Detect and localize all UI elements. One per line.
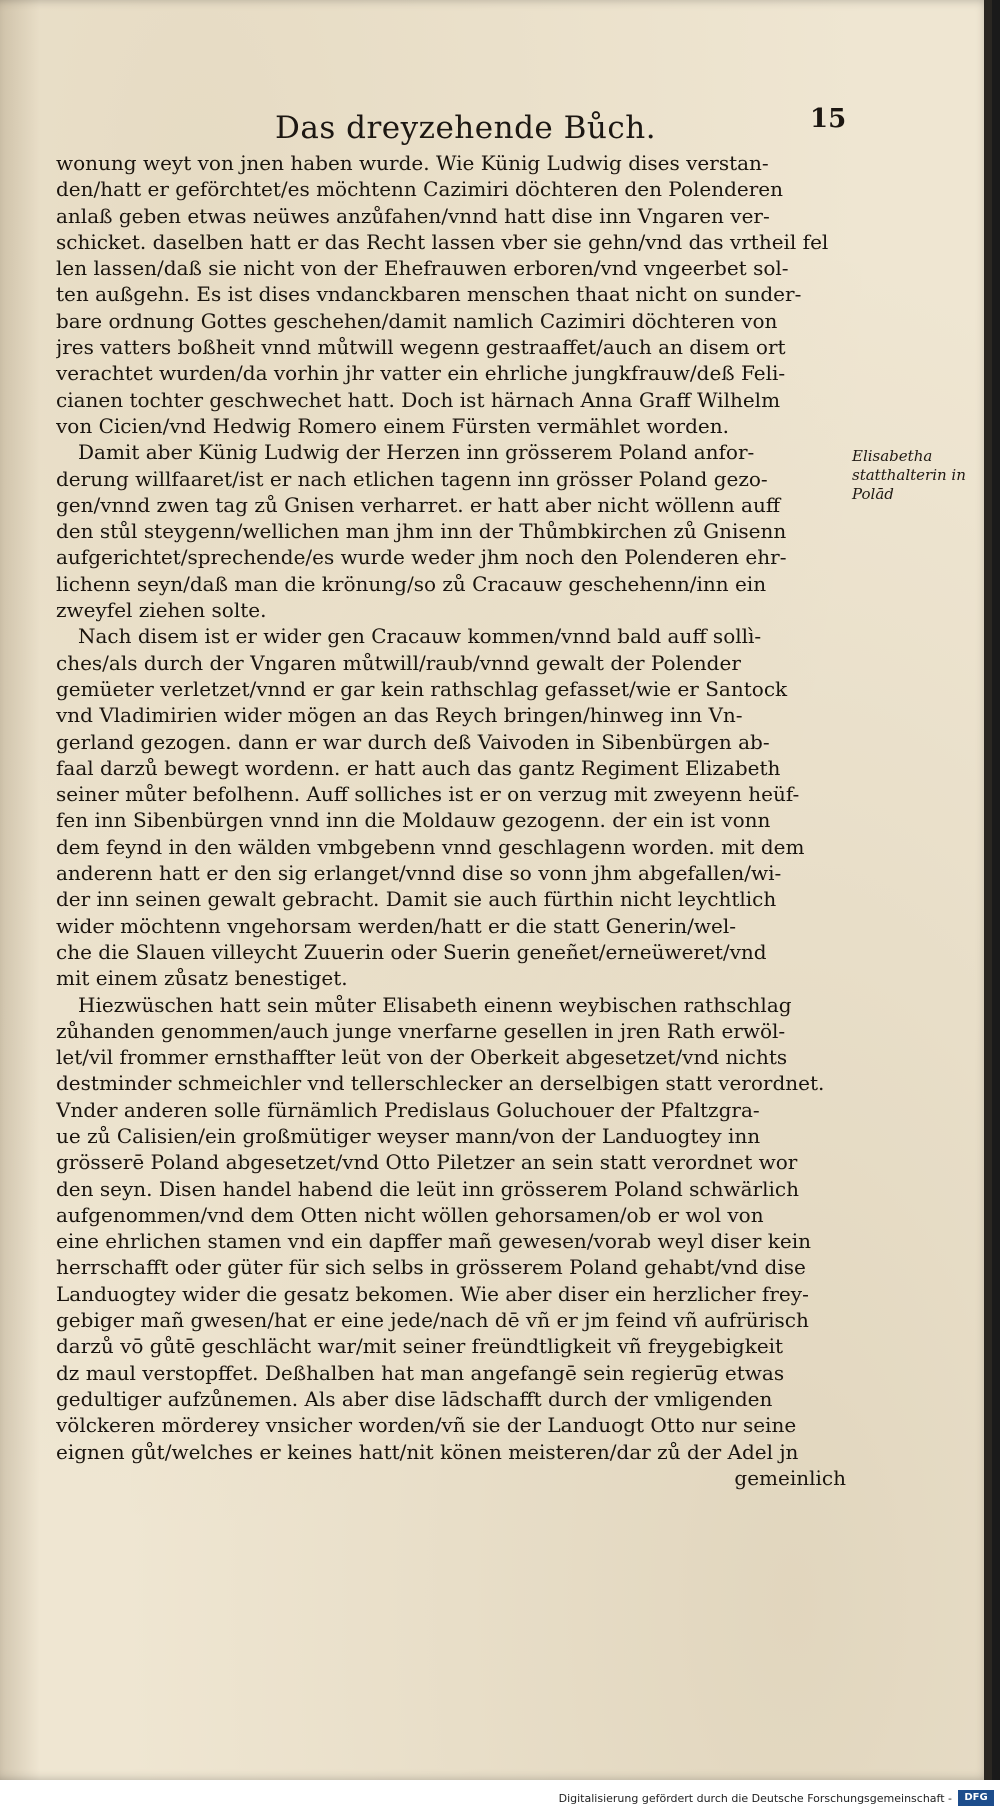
- text-line: schicket. daselben hatt er das Recht lassen vber sie gehn/vnd das vrtheil fel: [56, 229, 829, 254]
- running-head: Das dreyzehende Bůch.: [275, 110, 657, 146]
- text-line: den stůl steygenn/wellichen man jhm inn der Thůmbkirchen zů Gnisenn: [56, 519, 787, 544]
- text-line: che die Slauen villeycht Zuuerin oder Suerin geneñet/erneüweret/vnd: [56, 939, 767, 964]
- text-line: eine ehrlichen stamen vnd ein dapffer mañ gewesen/vorab weyl diser kein: [56, 1229, 811, 1254]
- text-line: Damit aber Künig Ludwig der Herzen inn grösserem Poland anfor-: [78, 440, 755, 465]
- text-line: darzů vō gůtē geschlächt war/mit seiner freündtligkeit vñ freygebigkeit: [56, 1334, 784, 1359]
- text-line: len lassen/daß sie nicht von der Ehefrauwen erboren/vnd vngeerbet sol-: [56, 256, 789, 281]
- text-line: jres vatters boßheit vnnd můtwill wegenn gestraaffet/auch an disem ort: [56, 335, 786, 360]
- folio-number: 15: [810, 104, 847, 134]
- text-line: Vnder anderen solle fürnämlich Predislaus Goluchouer der Pfaltzgra-: [56, 1097, 760, 1122]
- text-line: der inn seinen gewalt gebracht. Damit sie auch fürthin nicht leychtlich: [56, 887, 777, 912]
- text-line: den/hatt er geförchtet/es möchtenn Cazimiri döchteren den Polenderen: [56, 177, 784, 202]
- text-line: seiner můter befolhenn. Auff solliches ist er on verzug mit zweyenn heüf-: [56, 782, 800, 807]
- text-line: herrschafft oder güter für sich selbs in grösserem Poland gehabt/vnd dise: [56, 1255, 806, 1280]
- text-line: vnd Vladimirien wider mögen an das Reych bringen/hinweg inn Vn-: [56, 703, 743, 728]
- text-line: bare ordnung Gottes geschehen/damit namlich Cazimiri döchteren von: [56, 308, 778, 333]
- text-line: faal darzů bewegt wordenn. er hatt auch das gantz Regiment Elizabeth: [56, 755, 781, 780]
- text-line: wonung weyt von jnen haben wurde. Wie Künig Ludwig dises verstan-: [56, 151, 769, 175]
- text-line: anderenn hatt er den sig erlanget/vnnd dise so vonn jhm abgefallen/wi-: [56, 861, 782, 886]
- text-line: ue zů Calisien/ein großmütiger weyser mann/von der Landuogtey inn: [56, 1123, 761, 1148]
- text-line: aufgerichtet/sprechende/es wurde weder jhm noch den Polenderen ehr-: [56, 545, 787, 570]
- text-line: gebiger mañ gwesen/hat er eine jede/nach dē vñ er jm feind vñ aufrürisch: [56, 1308, 809, 1333]
- text-line: zůhanden genommen/auch junge vnerfarne gesellen in jren Rath erwöl-: [56, 1018, 786, 1043]
- text-line: ten außgehn. Es ist dises vndanckbaren menschen thaat nicht on sunder-: [56, 282, 802, 307]
- text-line: gemeinlich: [734, 1465, 846, 1490]
- marginal-note: Elisabetha statthalterin in Polād: [852, 447, 966, 503]
- text-line: let/vil frommer ernsthaffter leüt von der Oberkeit abgesetzet/vnd nichts: [56, 1045, 788, 1070]
- text-line: Nach disem ist er wider gen Cracauw kommen/vnnd bald auff sollì-: [78, 624, 762, 649]
- page-edge-shadow: [984, 0, 992, 1780]
- text-line: verachtet wurden/da vorhin jhr vatter ein ehrliche jungkfrauw/deß Feli-: [56, 361, 786, 386]
- text-line: gen/vnnd zwen tag zů Gnisen verharret. er hatt aber nicht wöllenn auff: [56, 492, 781, 517]
- text-line: Landuogtey wider die gesatz bekomen. Wie aber diser ein herzlicher frey-: [56, 1281, 809, 1306]
- text-line: wider möchtenn vngehorsam werden/hatt er die statt Generin/wel-: [56, 913, 736, 938]
- dfg-logo-icon: DFG: [958, 1790, 994, 1806]
- text-line: zweyfel ziehen solte.: [56, 598, 267, 623]
- text-line: destminder schmeichler vnd tellerschlecker an derselbigen statt verordnet.: [56, 1071, 825, 1096]
- text-line: dz maul verstopffet. Deßhalben hat man angefangē sein regierūg etwas: [56, 1360, 785, 1385]
- text-line: cianen tochter geschwechet hatt. Doch ist härnach Anna Graff Wilhelm: [56, 387, 781, 412]
- text-line: gerland gezogen. dann er war durch deß Vaivoden in Sibenbürgen ab-: [56, 729, 770, 754]
- digitization-credit: Digitalisierung gefördert durch die Deutsche Forschungsgemeinschaft -: [558, 1792, 952, 1805]
- main-text-block: [56, 150, 846, 1491]
- text-line: anlaß geben etwas neüwes anzůfahen/vnnd hatt dise inn Vngaren ver-: [56, 203, 770, 228]
- text-line: von Cicien/vnd Hedwig Romero einem Fürsten vermählet worden.: [56, 413, 729, 438]
- text-line: den seyn. Disen handel habend die leüt inn grösserem Poland schwärlich: [56, 1176, 799, 1201]
- text-line: grösserē Poland abgesetzet/vnd Otto Piletzer an sein statt verordnet wor: [56, 1150, 798, 1175]
- text-line: Hiezwüschen hatt sein můter Elisabeth einenn weybischen rathschlag: [78, 992, 792, 1017]
- text-line: ches/als durch der Vngaren můtwill/raub/vnnd gewalt der Polender: [56, 650, 741, 675]
- text-line: völckeren mörderey vnsicher worden/vñ sie der Landuogt Otto nur seine: [56, 1413, 797, 1438]
- text-line: gemüeter verletzet/vnnd er gar kein rathschlag gefasset/wie er Santock: [56, 676, 788, 701]
- text-line: dem feynd in den wälden vmbgebenn vnnd geschlagenn worden. mit dem: [56, 834, 805, 859]
- text-line: derung willfaaret/ist er nach etlichen tagenn inn grösser Poland gezo-: [56, 466, 768, 491]
- text-line: aufgenommen/vnd dem Otten nicht wöllen gehorsamen/ob er wol von: [56, 1202, 764, 1227]
- text-line: gedultiger aufzůnemen. Als aber dise lādschafft durch der vmligenden: [56, 1386, 773, 1411]
- text-line: mit einem zůsatz benestiget.: [56, 966, 348, 991]
- text-line: eignen gůt/welches er keines hatt/nit könen meisteren/dar zů der Adel jn: [56, 1439, 799, 1464]
- text-line: fen inn Sibenbürgen vnnd inn die Moldauw gezogenn. der ein ist vonn: [56, 808, 771, 833]
- text-line: lichenn seyn/daß man die krönung/so zů Cracauw geschehenn/inn ein: [56, 571, 767, 596]
